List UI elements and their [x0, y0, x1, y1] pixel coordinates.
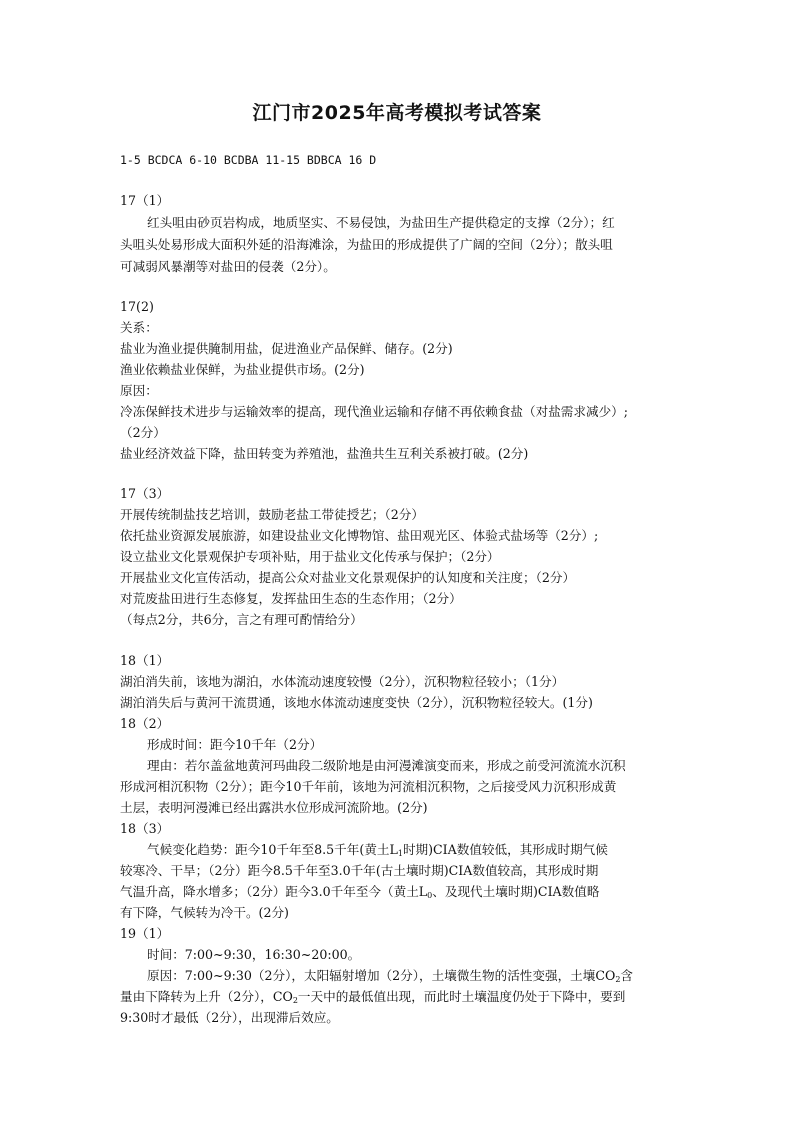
- page-title: 江门市2025年高考模拟考试答案: [252, 102, 542, 124]
- q18-1-line: 湖泊消失后与黄河干流贯通，该地水体流动速度变快（2分），沉积物粒径较大。(1分): [120, 695, 593, 710]
- q18-2-line: 形成河相沉积物（2分）；距今10千年前，该地为河流相沉积物，之后接受风力沉积形成黄: [120, 779, 617, 794]
- q18-3-line: 有下降，气候转为冷干。(2分): [120, 905, 289, 920]
- choice-answers: 1-5 BCDCA 6-10 BCDBA 11-15 BDBCA 16 D: [120, 153, 377, 167]
- q18-2-line: 理由：若尔盖盆地黄河玛曲段二级阶地是由河漫滩演变而来，形成之前受河流流水沉积: [147, 758, 626, 773]
- q18-3-line: 气温升高，降水增多；（2分）距今3.0千年至今（黄土$L_0$、及现代土壤时期)CIA数值略: [120, 884, 600, 900]
- q18-2-line: 土层，表明河漫滩已经出露洪水位形成河流阶地。(2分): [120, 800, 428, 815]
- q18-3-line: 较寒冷、干旱；（2分）距今8.5千年至3.0千年(古土壤时期)CIA数值较高，其形成时期: [120, 863, 599, 878]
- q17-3-heading: 17（3）: [120, 486, 170, 501]
- q17-2-line: 冷冻保鲜技术进步与运输效率的提高，现代渔业运输和存储不再依赖食盐（对盐需求减少）;: [120, 404, 628, 419]
- q18-2-line: 形成时间：距今10千年（2分）: [147, 737, 323, 752]
- q18-3-heading: 18（3）: [120, 821, 170, 836]
- q19-1-heading: 19（1）: [120, 926, 170, 941]
- q17-3-line: 设立盐业文化景观保护专项补贴，用于盐业文化传承与保护；（2分）: [120, 549, 500, 564]
- q17-3-line: （每点2分，共6分，言之有理可酌情给分）: [120, 612, 363, 627]
- q19-1-time: 时间：7:00~9:30，16:30~20:00。: [147, 947, 361, 962]
- q17-3-line: 依托盐业资源发展旅游，如建设盐业文化博物馆、盐田观光区、体验式盐场等（2分）;: [120, 528, 599, 543]
- q17-1-heading: 17（1）: [120, 193, 170, 208]
- q17-3-line: 开展盐业文化宣传活动，提高公众对盐业文化景观保护的认知度和关注度；（2分）: [120, 570, 576, 585]
- q17-2-line: 关系：: [120, 320, 158, 335]
- q17-2-line: （2分）: [120, 425, 166, 440]
- q17-1-line: 红头咀由砂页岩构成，地质坚实、不易侵蚀，为盐田生产提供稳定的支撑（2分）；红: [147, 215, 615, 230]
- q17-2-line: 渔业依赖盐业保鲜，为盐业提供市场。(2分): [120, 362, 365, 377]
- q17-3-line: 对荒废盐田进行生态修复，发挥盐田生态的生态作用；（2分）: [120, 591, 462, 606]
- q17-2-line: 原因：: [120, 383, 158, 398]
- q17-2-line: 盐业经济效益下降，盐田转变为养殖池，盐渔共生互利关系被打破。(2分): [120, 446, 529, 461]
- q19-1-reason-line: 原因：7:00~9:30（2分），太阳辐射增加（2分），土壤微生物的活性变强，土壤$CO_2$含: [147, 968, 633, 984]
- q18-2-heading: 18（2）: [120, 716, 170, 731]
- q17-1-line: 头咀头处易形成大面积外延的沿海滩涂，为盐田的形成提供了广阔的空间（2分）；散头咀: [120, 237, 613, 252]
- q17-3-line: 开展传统制盐技艺培训，鼓励老盐工带徒授艺；（2分）: [120, 507, 424, 522]
- q17-2-line: 盐业为渔业提供腌制用盐，促进渔业产品保鲜、储存。(2分): [120, 341, 453, 356]
- q18-1-heading: 18（1）: [120, 653, 170, 668]
- q19-1-reason-line: 9:30时才最低（2分），出现滞后效应。: [120, 1010, 339, 1025]
- q19-1-reason-line: 量由下降转为上升（2分），$CO_2$一天中的最低值出现，而此时土壤温度仍处于下降中，要到: [120, 989, 626, 1005]
- q17-2-heading: 17(2): [120, 299, 154, 314]
- q17-1-line: 可减弱风暴潮等对盐田的侵袭（2分）。: [120, 259, 336, 274]
- q18-3-line: 气候变化趋势：距今10千年至8.5千年(黄土$L_1$时期)CIA数值较低，其形成时期气候: [147, 842, 608, 858]
- q18-1-line: 湖泊消失前，该地为湖泊，水体流动速度较慢（2分），沉积物粒径较小；（1分）: [120, 674, 565, 689]
